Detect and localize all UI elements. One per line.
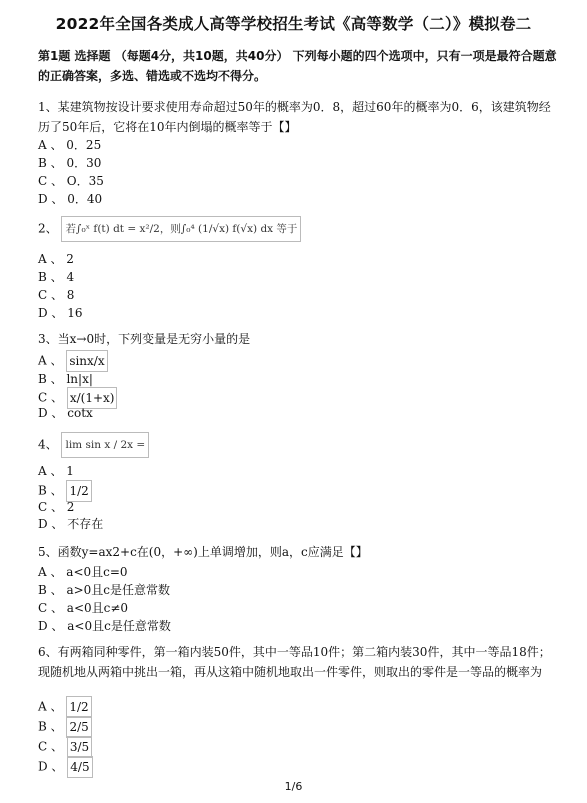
formula-text: ln|x| <box>66 372 93 386</box>
option[interactable]: D 、 0．40 <box>38 192 103 206</box>
option[interactable]: A 、 1 <box>38 464 74 478</box>
option[interactable] <box>38 716 92 738</box>
question-stem: 6、有两箱同种零件，第一箱内装50件，其中一等品10件；第二箱内装30件，其中一等品18件；现随机地从两箱中挑出一箱，再从这箱中随机地取出一件零件，则取出的零件是一等品的概率为 <box>38 645 551 679</box>
option[interactable]: C 、 a<0且c≠0 <box>38 601 129 615</box>
formula-image: 若∫₀ˣ f(t) dt = x²/2，则∫₀⁴ (1/√x) f(√x) dx 等于 <box>61 216 301 242</box>
question-stem <box>38 216 558 242</box>
section-intro: 第1题 选择题 （每题4分，共10题，共40分） 下列每小题的四个选项中，只有一项是最符合题意的正确答案，多选、错选或不选均不得分。 <box>38 49 557 83</box>
formula-image: 3/5 <box>67 736 92 758</box>
option[interactable] <box>38 696 92 718</box>
option-label: A 、 <box>38 699 63 714</box>
option[interactable]: C 、 8 <box>38 288 75 302</box>
option[interactable]: A 、 2 <box>38 252 74 266</box>
question-stem: 5、函数y=ax2+c在(0，+∞)上单调增加，则a，c应满足【】 <box>38 545 368 559</box>
formula-image: 1/2 <box>66 696 91 718</box>
option[interactable]: B 、 0．30 <box>38 156 102 170</box>
option-label: B 、 <box>38 483 63 498</box>
question-stem: 1、某建筑物按设计要求使用寿命超过50年的概率为0．8，超过60年的概率为0．6，该建筑物经历了50年后，它将在10年内倒塌的概率等于【】 <box>38 100 551 134</box>
formula-image: sinx/x <box>66 350 107 372</box>
option[interactable]: D 、 不存在 <box>38 517 104 531</box>
option[interactable] <box>38 350 108 372</box>
option[interactable]: D 、 16 <box>38 306 83 320</box>
option[interactable] <box>38 370 93 388</box>
option[interactable]: C 、 O．35 <box>38 174 104 188</box>
formula-image: x/(1+x) <box>67 387 118 409</box>
formula-image: 1/2 <box>66 480 91 502</box>
option[interactable] <box>38 756 93 778</box>
option[interactable]: C 、 2 <box>38 500 75 514</box>
option[interactable]: A 、 a<0且c=0 <box>38 565 128 579</box>
page-number: 1/6 <box>284 780 303 793</box>
formula-image: 2/5 <box>66 716 91 738</box>
option-label: B 、 <box>38 372 63 386</box>
question-stem: 3、当x→0时，下列变量是无穷小量的是 <box>38 332 251 346</box>
option-label: A 、 <box>38 353 63 368</box>
question-number: 2、 <box>38 221 58 236</box>
option-label: C 、 <box>38 739 63 754</box>
option[interactable]: B 、 4 <box>38 270 75 284</box>
option[interactable] <box>38 736 92 758</box>
option[interactable]: B 、 a>0且c是任意常数 <box>38 583 171 597</box>
option[interactable]: D 、 a<0且c是任意常数 <box>38 619 171 633</box>
question-stem <box>38 432 558 458</box>
option[interactable]: D 、 cotx <box>38 406 93 420</box>
formula-image: lim sin x / 2x = <box>61 432 149 458</box>
option-label: C 、 <box>38 390 63 405</box>
option-label: B 、 <box>38 719 63 734</box>
question-number: 4、 <box>38 437 58 452</box>
formula-image: 4/5 <box>67 756 92 778</box>
option-label: D 、 <box>38 759 64 774</box>
option[interactable]: A 、 0．25 <box>38 138 102 152</box>
page-title: 2022年全国各类成人高等学校招生考试《高等数学（二）》模拟卷二 <box>55 15 532 33</box>
